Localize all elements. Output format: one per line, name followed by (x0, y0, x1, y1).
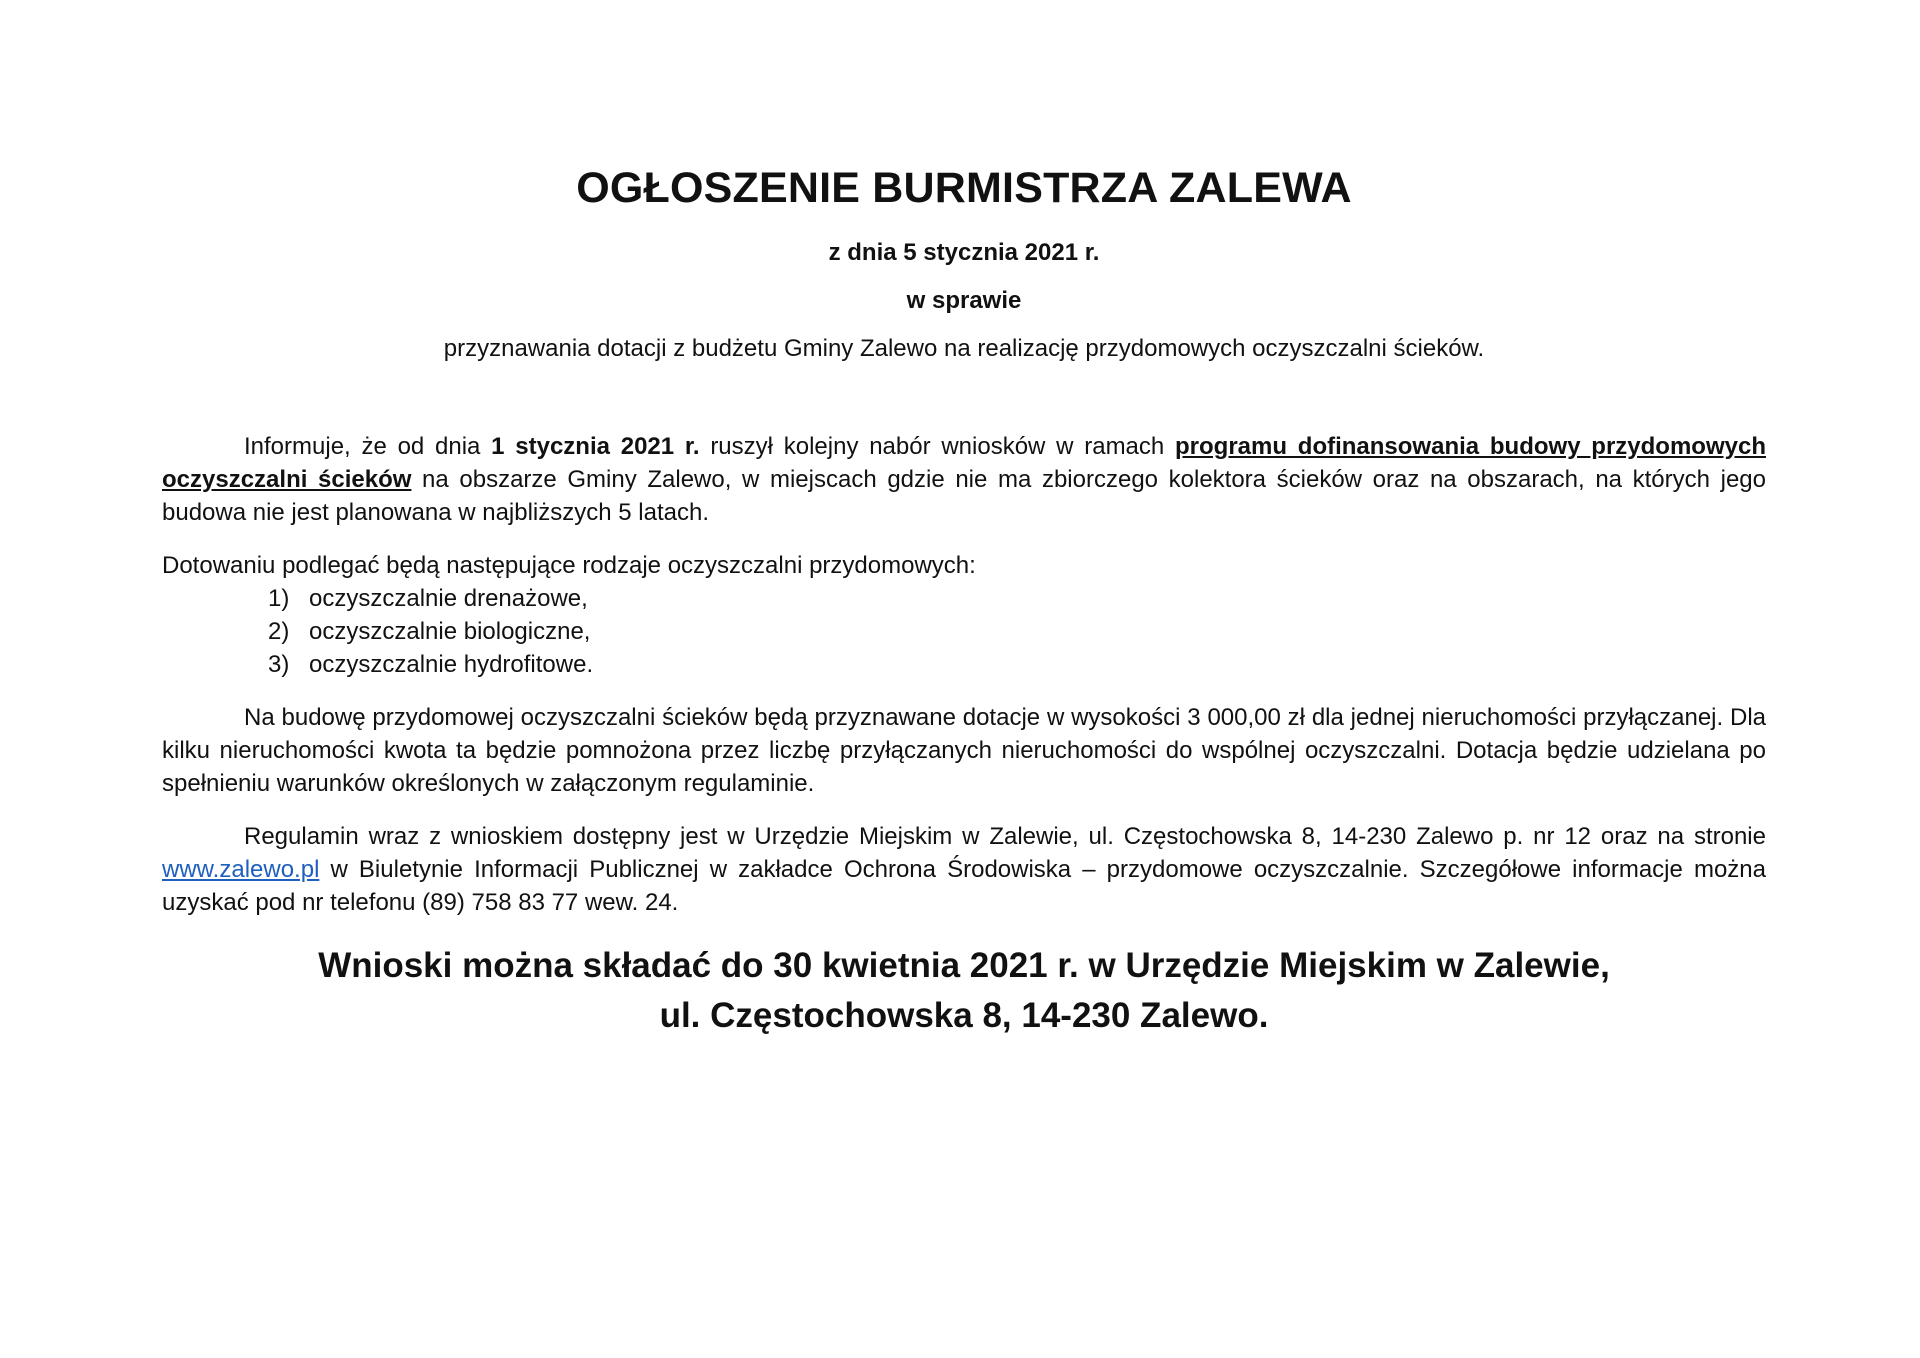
deadline-line-1: Wnioski można składać do 30 kwietnia 2021 r. w Urzędzie Miejskim w Zalewie, (318, 946, 1610, 985)
list-text: oczyszczalnie biologiczne, (309, 618, 591, 645)
paragraph-types-intro: Dotowaniu podlegać będą następujące rodzaje oczyszczalni przydomowych: (162, 552, 976, 579)
paragraph-text: Informuje, że od dnia (244, 433, 492, 460)
list-item (268, 648, 1766, 681)
paragraph-text: Regulamin wraz z wnioskiem dostępny jest w Urzędzie Miejskim w Zalewie, ul. Częstochowska 8, 14-230 Zalewo p. nr 12 oraz na stronie (244, 823, 1766, 850)
list-text: oczyszczalnie hydrofitowe. (309, 651, 594, 678)
regarding-label: w sprawie (906, 287, 1022, 314)
deadline-line-2: ul. Częstochowska 8, 14-230 Zalewo. (659, 996, 1269, 1035)
list-item (268, 615, 1766, 648)
document-subject: przyznawania dotacji z budżetu Gminy Zalewo na realizację przydomowych oczyszczalni ścieków. (443, 335, 1485, 362)
paragraph-announcement (162, 430, 1766, 529)
program-name: programu dofinansowania budowy przydomowych oczyszczalni ścieków (162, 433, 1766, 493)
document-page (162, 160, 1766, 1041)
paragraph-text: ruszył kolejny nabór wniosków w ramach (699, 433, 1176, 460)
website-link[interactable]: www.zalewo.pl (162, 856, 320, 883)
paragraph-grant-amount: Na budowę przydomowej oczyszczalni ścieków będą przyznawane dotacje w wysokości 3 000,00 zł dla jednej nieruchomości przyłączanej. Dla kilku nieruchomości kwota ta będzie pomnożona przez liczbę przyłączanych nieruchomości do wspólnej oczyszczalni. Dotacja będzie udzielana po spełnieniu warunków określonych w załączonym regulaminie. (162, 704, 1766, 797)
paragraph-text: w Biuletynie Informacji Publicznej w zakładce Ochrona Środowiska – przydomowe oczyszczalnie. Szczegółowe informacje można uzyskać pod nr telefonu (89) 758 83 77 wew. 24. (162, 856, 1766, 916)
submission-deadline (162, 941, 1766, 1041)
list-item (268, 582, 1766, 615)
list-number: 1) (268, 585, 290, 612)
document-title: OGŁOSZENIE BURMISTRZA ZALEWA (576, 164, 1352, 212)
list-text: oczyszczalnie drenażowe, (309, 585, 588, 612)
document-date: z dnia 5 stycznia 2021 r. (828, 239, 1100, 266)
paragraph-regulations (162, 820, 1766, 919)
start-date: 1 stycznia 2021 r. (491, 433, 700, 460)
paragraph-text: na obszarze Gminy Zalewo, w miejscach gdzie nie ma zbiorczego kolektora ścieków oraz na obszarach, na których jego budowa nie jest planowana w najbliższych 5 latach. (162, 466, 1767, 526)
list-number: 2) (268, 618, 290, 645)
list-number: 3) (268, 651, 290, 678)
treatment-types-list (162, 582, 1766, 681)
